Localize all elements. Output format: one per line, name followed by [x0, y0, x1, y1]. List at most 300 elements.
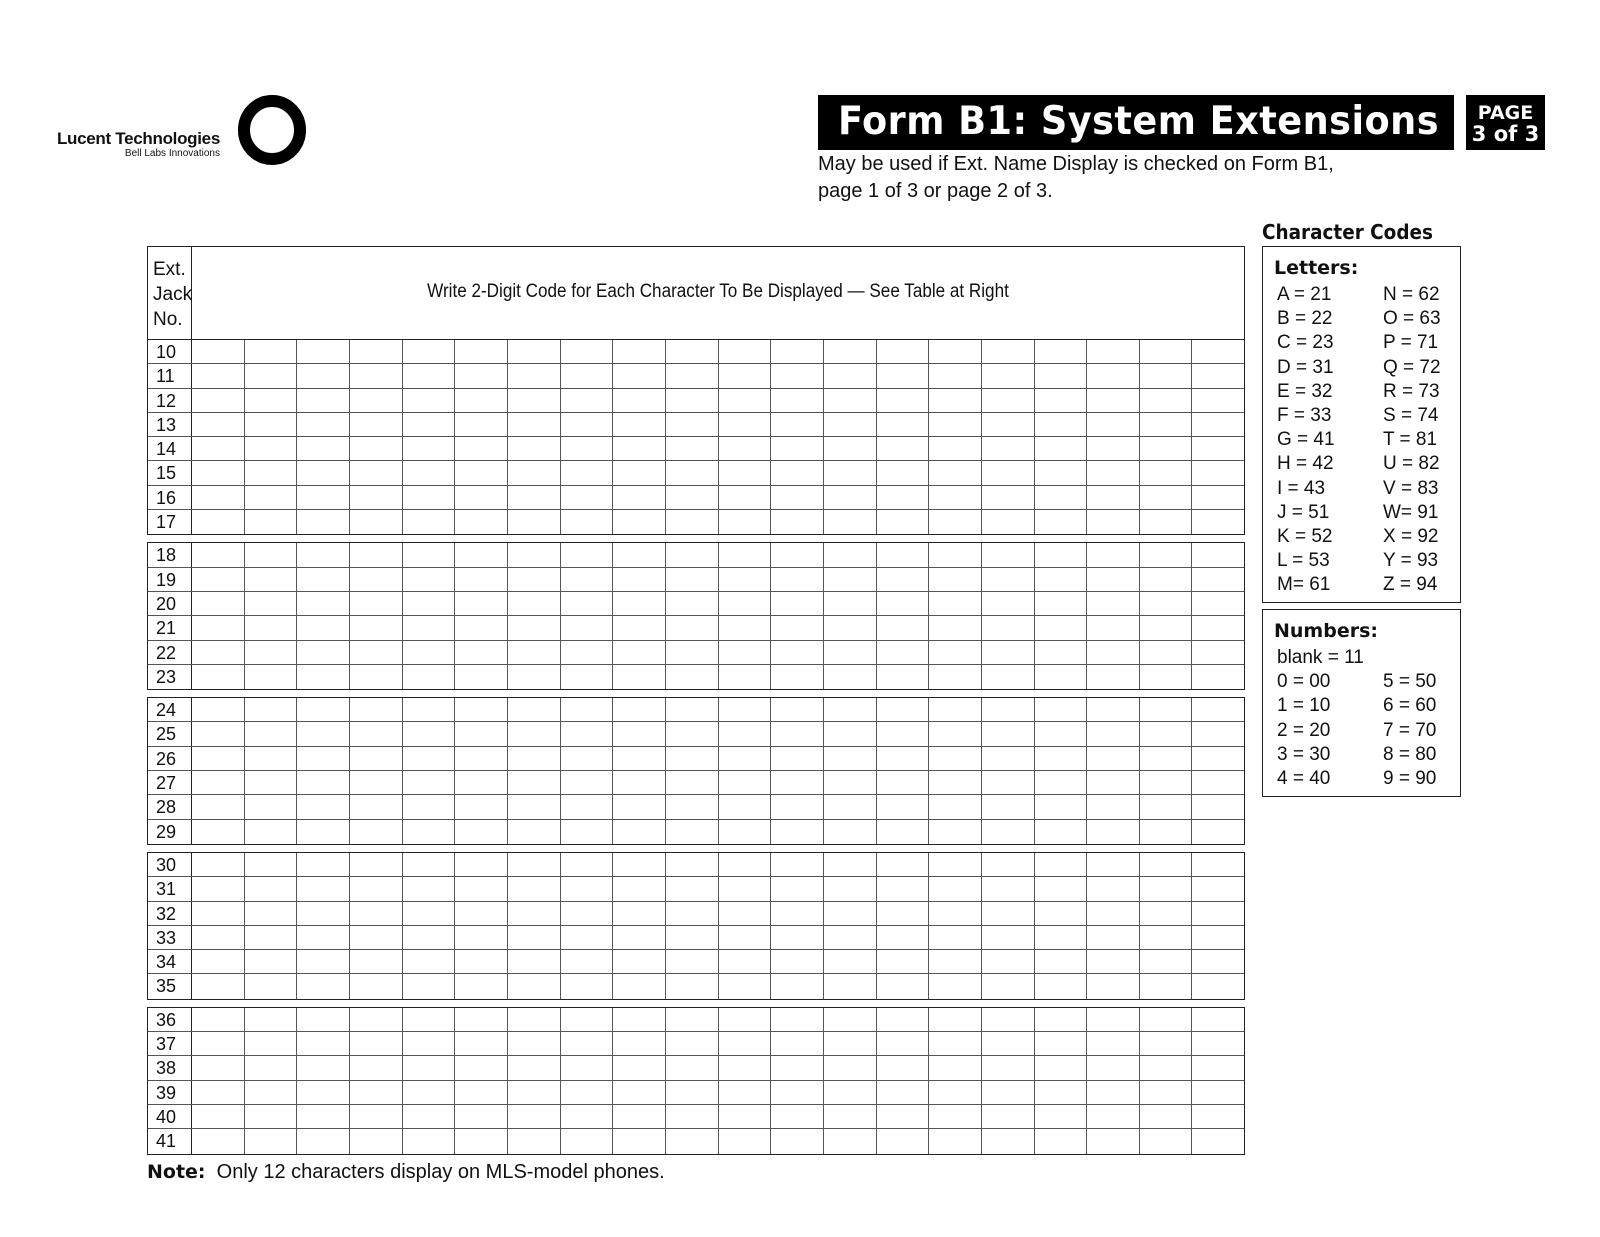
code-cell[interactable]	[771, 1032, 824, 1055]
code-cell[interactable]	[929, 1008, 982, 1031]
code-cell[interactable]	[508, 510, 561, 534]
code-cell[interactable]	[719, 926, 772, 949]
code-cell[interactable]	[982, 665, 1035, 689]
code-cell[interactable]	[1087, 461, 1140, 484]
code-cell[interactable]	[982, 592, 1035, 615]
code-cell[interactable]	[192, 641, 245, 664]
code-cell[interactable]	[719, 364, 772, 387]
code-cell[interactable]	[350, 698, 403, 721]
code-cell[interactable]	[1192, 974, 1244, 998]
code-cell[interactable]	[192, 340, 245, 363]
code-cell[interactable]	[1140, 771, 1193, 794]
code-cell[interactable]	[1140, 853, 1193, 876]
code-cell[interactable]	[1140, 820, 1193, 844]
code-cell[interactable]	[561, 340, 614, 363]
code-cell[interactable]	[824, 665, 877, 689]
code-cell[interactable]	[666, 413, 719, 436]
code-cell[interactable]	[455, 340, 508, 363]
code-cell[interactable]	[1140, 1129, 1193, 1153]
code-cell[interactable]	[982, 877, 1035, 900]
code-cell[interactable]	[350, 543, 403, 566]
code-cell[interactable]	[455, 1129, 508, 1153]
code-cell[interactable]	[929, 820, 982, 844]
code-cell[interactable]	[666, 568, 719, 591]
code-cell[interactable]	[561, 665, 614, 689]
code-cell[interactable]	[350, 510, 403, 534]
code-cell[interactable]	[350, 974, 403, 998]
code-cell[interactable]	[245, 413, 298, 436]
code-cell[interactable]	[1140, 1105, 1193, 1128]
code-cell[interactable]	[613, 510, 666, 534]
code-cell[interactable]	[192, 437, 245, 460]
code-cell[interactable]	[929, 747, 982, 770]
code-cell[interactable]	[613, 543, 666, 566]
code-cell[interactable]	[1140, 902, 1193, 925]
code-cell[interactable]	[1192, 543, 1244, 566]
code-cell[interactable]	[297, 722, 350, 745]
code-cell[interactable]	[771, 722, 824, 745]
code-cell[interactable]	[771, 616, 824, 639]
code-cell[interactable]	[982, 1105, 1035, 1128]
code-cell[interactable]	[666, 950, 719, 973]
code-cell[interactable]	[1192, 616, 1244, 639]
code-cell[interactable]	[666, 1105, 719, 1128]
code-cell[interactable]	[455, 974, 508, 998]
code-cell[interactable]	[1140, 486, 1193, 509]
code-cell[interactable]	[613, 1032, 666, 1055]
code-cell[interactable]	[982, 950, 1035, 973]
code-cell[interactable]	[1035, 771, 1088, 794]
code-cell[interactable]	[403, 616, 456, 639]
code-cell[interactable]	[982, 437, 1035, 460]
code-cell[interactable]	[929, 698, 982, 721]
code-cell[interactable]	[824, 926, 877, 949]
code-cell[interactable]	[561, 902, 614, 925]
code-cell[interactable]	[1140, 1008, 1193, 1031]
code-cell[interactable]	[771, 364, 824, 387]
code-cell[interactable]	[824, 543, 877, 566]
code-cell[interactable]	[1087, 877, 1140, 900]
code-cell[interactable]	[350, 771, 403, 794]
code-cell[interactable]	[403, 340, 456, 363]
code-cell[interactable]	[877, 364, 930, 387]
code-cell[interactable]	[297, 592, 350, 615]
code-cell[interactable]	[929, 1105, 982, 1128]
code-cell[interactable]	[982, 1056, 1035, 1079]
code-cell[interactable]	[824, 437, 877, 460]
code-cell[interactable]	[1087, 747, 1140, 770]
code-cell[interactable]	[824, 1032, 877, 1055]
code-cell[interactable]	[1087, 641, 1140, 664]
code-cell[interactable]	[297, 795, 350, 818]
code-cell[interactable]	[877, 1105, 930, 1128]
code-cell[interactable]	[1087, 853, 1140, 876]
code-cell[interactable]	[508, 592, 561, 615]
code-cell[interactable]	[455, 747, 508, 770]
code-cell[interactable]	[192, 1081, 245, 1104]
code-cell[interactable]	[455, 853, 508, 876]
code-cell[interactable]	[613, 1008, 666, 1031]
code-cell[interactable]	[508, 950, 561, 973]
code-cell[interactable]	[1140, 877, 1193, 900]
code-cell[interactable]	[929, 510, 982, 534]
code-cell[interactable]	[666, 1032, 719, 1055]
code-cell[interactable]	[613, 364, 666, 387]
code-cell[interactable]	[403, 902, 456, 925]
code-cell[interactable]	[1087, 665, 1140, 689]
code-cell[interactable]	[824, 877, 877, 900]
code-cell[interactable]	[666, 437, 719, 460]
code-cell[interactable]	[561, 1008, 614, 1031]
code-cell[interactable]	[929, 616, 982, 639]
code-cell[interactable]	[1192, 877, 1244, 900]
code-cell[interactable]	[824, 364, 877, 387]
code-cell[interactable]	[824, 340, 877, 363]
code-cell[interactable]	[245, 1129, 298, 1153]
code-cell[interactable]	[561, 950, 614, 973]
code-cell[interactable]	[1140, 1056, 1193, 1079]
code-cell[interactable]	[403, 820, 456, 844]
code-cell[interactable]	[613, 616, 666, 639]
code-cell[interactable]	[192, 698, 245, 721]
code-cell[interactable]	[1035, 340, 1088, 363]
code-cell[interactable]	[508, 413, 561, 436]
code-cell[interactable]	[613, 1105, 666, 1128]
code-cell[interactable]	[297, 616, 350, 639]
code-cell[interactable]	[1192, 461, 1244, 484]
code-cell[interactable]	[613, 389, 666, 412]
code-cell[interactable]	[1035, 877, 1088, 900]
code-cell[interactable]	[771, 771, 824, 794]
code-cell[interactable]	[350, 592, 403, 615]
code-cell[interactable]	[666, 902, 719, 925]
code-cell[interactable]	[1140, 795, 1193, 818]
code-cell[interactable]	[824, 820, 877, 844]
code-cell[interactable]	[824, 1008, 877, 1031]
code-cell[interactable]	[613, 771, 666, 794]
code-cell[interactable]	[982, 1129, 1035, 1153]
code-cell[interactable]	[877, 722, 930, 745]
code-cell[interactable]	[929, 926, 982, 949]
code-cell[interactable]	[982, 1008, 1035, 1031]
code-cell[interactable]	[350, 950, 403, 973]
code-cell[interactable]	[929, 461, 982, 484]
code-cell[interactable]	[561, 510, 614, 534]
code-cell[interactable]	[455, 1032, 508, 1055]
code-cell[interactable]	[1192, 364, 1244, 387]
code-cell[interactable]	[1087, 1081, 1140, 1104]
code-cell[interactable]	[561, 616, 614, 639]
code-cell[interactable]	[1140, 568, 1193, 591]
code-cell[interactable]	[877, 795, 930, 818]
code-cell[interactable]	[771, 510, 824, 534]
code-cell[interactable]	[455, 592, 508, 615]
code-cell[interactable]	[719, 974, 772, 998]
code-cell[interactable]	[192, 747, 245, 770]
code-cell[interactable]	[929, 902, 982, 925]
code-cell[interactable]	[508, 747, 561, 770]
code-cell[interactable]	[403, 853, 456, 876]
code-cell[interactable]	[982, 568, 1035, 591]
code-cell[interactable]	[403, 486, 456, 509]
code-cell[interactable]	[613, 1129, 666, 1153]
code-cell[interactable]	[1087, 1129, 1140, 1153]
code-cell[interactable]	[666, 1081, 719, 1104]
code-cell[interactable]	[1087, 364, 1140, 387]
code-cell[interactable]	[613, 795, 666, 818]
code-cell[interactable]	[297, 747, 350, 770]
code-cell[interactable]	[245, 853, 298, 876]
code-cell[interactable]	[297, 364, 350, 387]
code-cell[interactable]	[982, 771, 1035, 794]
code-cell[interactable]	[245, 592, 298, 615]
code-cell[interactable]	[192, 486, 245, 509]
code-cell[interactable]	[192, 364, 245, 387]
code-cell[interactable]	[877, 592, 930, 615]
code-cell[interactable]	[1087, 568, 1140, 591]
code-cell[interactable]	[929, 853, 982, 876]
code-cell[interactable]	[613, 1056, 666, 1079]
code-cell[interactable]	[824, 902, 877, 925]
code-cell[interactable]	[719, 902, 772, 925]
code-cell[interactable]	[877, 950, 930, 973]
code-cell[interactable]	[982, 461, 1035, 484]
code-cell[interactable]	[350, 340, 403, 363]
code-cell[interactable]	[771, 1129, 824, 1153]
code-cell[interactable]	[245, 747, 298, 770]
code-cell[interactable]	[403, 510, 456, 534]
code-cell[interactable]	[1192, 665, 1244, 689]
code-cell[interactable]	[297, 1008, 350, 1031]
code-cell[interactable]	[455, 1008, 508, 1031]
code-cell[interactable]	[982, 1081, 1035, 1104]
code-cell[interactable]	[245, 974, 298, 998]
code-cell[interactable]	[1192, 902, 1244, 925]
code-cell[interactable]	[1140, 641, 1193, 664]
code-cell[interactable]	[982, 926, 1035, 949]
code-cell[interactable]	[1140, 665, 1193, 689]
code-cell[interactable]	[561, 543, 614, 566]
code-cell[interactable]	[1035, 616, 1088, 639]
code-cell[interactable]	[508, 543, 561, 566]
code-cell[interactable]	[719, 698, 772, 721]
code-cell[interactable]	[982, 747, 1035, 770]
code-cell[interactable]	[929, 1129, 982, 1153]
code-cell[interactable]	[1035, 461, 1088, 484]
code-cell[interactable]	[350, 1056, 403, 1079]
code-cell[interactable]	[192, 795, 245, 818]
code-cell[interactable]	[719, 641, 772, 664]
code-cell[interactable]	[929, 974, 982, 998]
code-cell[interactable]	[824, 486, 877, 509]
code-cell[interactable]	[613, 1081, 666, 1104]
code-cell[interactable]	[192, 592, 245, 615]
code-cell[interactable]	[719, 722, 772, 745]
code-cell[interactable]	[403, 1056, 456, 1079]
code-cell[interactable]	[1035, 820, 1088, 844]
code-cell[interactable]	[350, 820, 403, 844]
code-cell[interactable]	[1087, 950, 1140, 973]
code-cell[interactable]	[982, 1032, 1035, 1055]
code-cell[interactable]	[719, 771, 772, 794]
code-cell[interactable]	[1035, 950, 1088, 973]
code-cell[interactable]	[719, 1056, 772, 1079]
code-cell[interactable]	[350, 1032, 403, 1055]
code-cell[interactable]	[508, 1105, 561, 1128]
code-cell[interactable]	[929, 568, 982, 591]
code-cell[interactable]	[1087, 1056, 1140, 1079]
code-cell[interactable]	[350, 1008, 403, 1031]
code-cell[interactable]	[297, 1129, 350, 1153]
code-cell[interactable]	[982, 413, 1035, 436]
code-cell[interactable]	[929, 771, 982, 794]
code-cell[interactable]	[508, 1008, 561, 1031]
code-cell[interactable]	[297, 543, 350, 566]
code-cell[interactable]	[982, 853, 1035, 876]
code-cell[interactable]	[350, 722, 403, 745]
code-cell[interactable]	[192, 665, 245, 689]
code-cell[interactable]	[1140, 364, 1193, 387]
code-cell[interactable]	[613, 698, 666, 721]
code-cell[interactable]	[561, 389, 614, 412]
code-cell[interactable]	[508, 568, 561, 591]
code-cell[interactable]	[666, 747, 719, 770]
code-cell[interactable]	[561, 1081, 614, 1104]
code-cell[interactable]	[403, 877, 456, 900]
code-cell[interactable]	[245, 616, 298, 639]
code-cell[interactable]	[561, 1129, 614, 1153]
code-cell[interactable]	[929, 364, 982, 387]
code-cell[interactable]	[719, 1032, 772, 1055]
code-cell[interactable]	[719, 461, 772, 484]
code-cell[interactable]	[929, 340, 982, 363]
code-cell[interactable]	[982, 820, 1035, 844]
code-cell[interactable]	[771, 747, 824, 770]
code-cell[interactable]	[929, 389, 982, 412]
code-cell[interactable]	[1140, 510, 1193, 534]
code-cell[interactable]	[403, 926, 456, 949]
code-cell[interactable]	[666, 820, 719, 844]
code-cell[interactable]	[1140, 543, 1193, 566]
code-cell[interactable]	[297, 413, 350, 436]
code-cell[interactable]	[508, 698, 561, 721]
code-cell[interactable]	[245, 389, 298, 412]
code-cell[interactable]	[297, 902, 350, 925]
code-cell[interactable]	[1087, 698, 1140, 721]
code-cell[interactable]	[824, 853, 877, 876]
code-cell[interactable]	[666, 641, 719, 664]
code-cell[interactable]	[350, 389, 403, 412]
code-cell[interactable]	[982, 974, 1035, 998]
code-cell[interactable]	[824, 747, 877, 770]
code-cell[interactable]	[508, 1032, 561, 1055]
code-cell[interactable]	[613, 820, 666, 844]
code-cell[interactable]	[929, 1081, 982, 1104]
code-cell[interactable]	[1087, 1008, 1140, 1031]
code-cell[interactable]	[719, 340, 772, 363]
code-cell[interactable]	[824, 1129, 877, 1153]
code-cell[interactable]	[613, 926, 666, 949]
code-cell[interactable]	[982, 641, 1035, 664]
code-cell[interactable]	[245, 1008, 298, 1031]
code-cell[interactable]	[1140, 389, 1193, 412]
code-cell[interactable]	[824, 641, 877, 664]
code-cell[interactable]	[1140, 413, 1193, 436]
code-cell[interactable]	[613, 437, 666, 460]
code-cell[interactable]	[929, 1056, 982, 1079]
code-cell[interactable]	[297, 1105, 350, 1128]
code-cell[interactable]	[192, 877, 245, 900]
code-cell[interactable]	[350, 795, 403, 818]
code-cell[interactable]	[666, 543, 719, 566]
code-cell[interactable]	[403, 1105, 456, 1128]
code-cell[interactable]	[1035, 1056, 1088, 1079]
code-cell[interactable]	[508, 795, 561, 818]
code-cell[interactable]	[719, 1081, 772, 1104]
code-cell[interactable]	[1035, 486, 1088, 509]
code-cell[interactable]	[455, 389, 508, 412]
code-cell[interactable]	[561, 1032, 614, 1055]
code-cell[interactable]	[719, 510, 772, 534]
code-cell[interactable]	[350, 1105, 403, 1128]
code-cell[interactable]	[192, 510, 245, 534]
code-cell[interactable]	[1192, 1105, 1244, 1128]
code-cell[interactable]	[613, 665, 666, 689]
code-cell[interactable]	[771, 698, 824, 721]
code-cell[interactable]	[877, 747, 930, 770]
code-cell[interactable]	[455, 486, 508, 509]
code-cell[interactable]	[666, 974, 719, 998]
code-cell[interactable]	[771, 1105, 824, 1128]
code-cell[interactable]	[982, 543, 1035, 566]
code-cell[interactable]	[350, 568, 403, 591]
code-cell[interactable]	[771, 877, 824, 900]
code-cell[interactable]	[508, 902, 561, 925]
code-cell[interactable]	[666, 877, 719, 900]
code-cell[interactable]	[982, 486, 1035, 509]
code-cell[interactable]	[1035, 592, 1088, 615]
code-cell[interactable]	[1035, 413, 1088, 436]
code-cell[interactable]	[403, 1032, 456, 1055]
code-cell[interactable]	[192, 389, 245, 412]
code-cell[interactable]	[245, 461, 298, 484]
code-cell[interactable]	[982, 510, 1035, 534]
code-cell[interactable]	[1140, 747, 1193, 770]
code-cell[interactable]	[403, 722, 456, 745]
code-cell[interactable]	[666, 698, 719, 721]
code-cell[interactable]	[508, 641, 561, 664]
code-cell[interactable]	[245, 1105, 298, 1128]
code-cell[interactable]	[508, 461, 561, 484]
code-cell[interactable]	[1192, 568, 1244, 591]
code-cell[interactable]	[455, 771, 508, 794]
code-cell[interactable]	[877, 1056, 930, 1079]
code-cell[interactable]	[877, 1081, 930, 1104]
code-cell[interactable]	[350, 437, 403, 460]
code-cell[interactable]	[455, 1105, 508, 1128]
code-cell[interactable]	[719, 413, 772, 436]
code-cell[interactable]	[192, 461, 245, 484]
code-cell[interactable]	[1140, 340, 1193, 363]
code-cell[interactable]	[350, 1129, 403, 1153]
code-cell[interactable]	[877, 1008, 930, 1031]
code-cell[interactable]	[1192, 771, 1244, 794]
code-cell[interactable]	[666, 1129, 719, 1153]
code-cell[interactable]	[508, 665, 561, 689]
code-cell[interactable]	[455, 568, 508, 591]
code-cell[interactable]	[192, 820, 245, 844]
code-cell[interactable]	[350, 641, 403, 664]
